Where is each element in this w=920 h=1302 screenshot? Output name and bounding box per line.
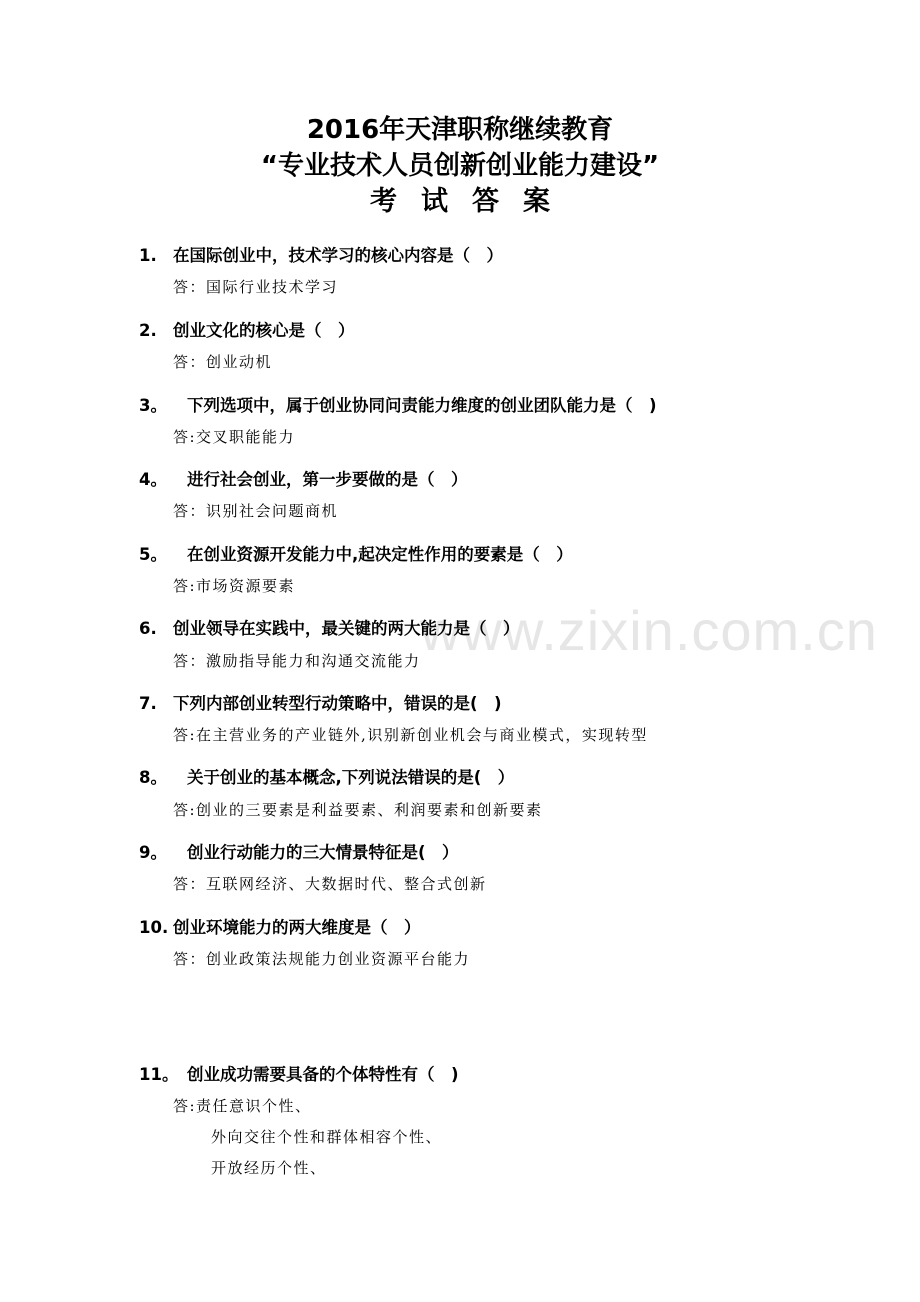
answer-8: 答:创业的三要素是利益要素、利润要素和创新要素 [173,801,543,819]
answer-11-line3: 开放经历个性、 [211,1159,327,1177]
question-1 [139,244,503,268]
question-number: 8。 [139,768,167,787]
question-9 [139,841,459,865]
question-text: 创业领导在实践中，最关键的两大能力是（ ） [173,619,520,638]
answer-11-line2: 外向交往个性和群体相容个性、 [211,1128,443,1146]
question-2 [139,319,355,343]
question-5 [139,543,573,567]
question-number: 3。 [139,396,167,415]
question-6 [139,617,520,641]
answer-10: 答：创业政策法规能力创业资源平台能力 [173,950,471,968]
answer-11: 答:责任意识个性、 [173,1097,312,1115]
question-number: 2. [139,321,157,340]
question-text: 在创业资源开发能力中,起决定性作用的要素是（ ） [187,545,573,564]
watermark: www.zixin.com.cn [420,599,878,662]
question-number: 11。 [139,1065,179,1084]
question-number: 6. [139,619,157,638]
answer-5: 答:市场资源要素 [173,577,296,595]
answer-1: 答：国际行业技术学习 [173,278,339,296]
question-number: 5。 [139,545,167,564]
answer-4: 答：识别社会问题商机 [173,502,339,520]
question-text: 在国际创业中，技术学习的核心内容是（ ） [173,246,503,265]
document-title-line2: “专业技术人员创新创业能力建设” [260,151,660,181]
answer-7: 答:在主营业务的产业链外,识别新创业机会与商业模式，实现转型 [173,726,648,744]
answer-2: 答：创业动机 [173,353,273,371]
question-text: 创业环境能力的两大维度是（ ） [173,918,421,937]
question-10 [139,916,421,940]
question-11 [139,1063,459,1087]
question-7 [139,692,502,716]
question-text: 创业行动能力的三大情景特征是( ） [187,843,459,862]
question-text: 下列内部创业转型行动策略中，错误的是( ) [173,694,502,713]
answer-9: 答：互联网经济、大数据时代、整合式创新 [173,875,487,893]
question-text: 创业文化的核心是（ ） [173,321,355,340]
question-text: 创业成功需要具备的个体特性有（ ) [187,1065,459,1084]
question-number: 7. [139,694,157,713]
question-number: 1. [139,246,157,265]
question-number: 4。 [139,470,167,489]
question-text: 进行社会创业，第一步要做的是（ ） [187,470,468,489]
question-number: 9。 [139,843,167,862]
question-number: 10. [139,918,169,937]
question-text: 下列选项中，属于创业协同问责能力维度的创业团队能力是（ ) [187,396,657,415]
answer-3: 答:交叉职能能力 [173,428,296,446]
question-8 [139,766,514,790]
answer-6: 答：激励指导能力和沟通交流能力 [173,652,421,670]
question-4 [139,468,468,492]
question-3 [139,394,657,418]
document-title-line3: 考试答案 [370,186,574,217]
document-title-line1: 2016年天津职称继续教育 [306,115,614,145]
question-text: 关于创业的基本概念,下列说法错误的是( ） [187,768,515,787]
